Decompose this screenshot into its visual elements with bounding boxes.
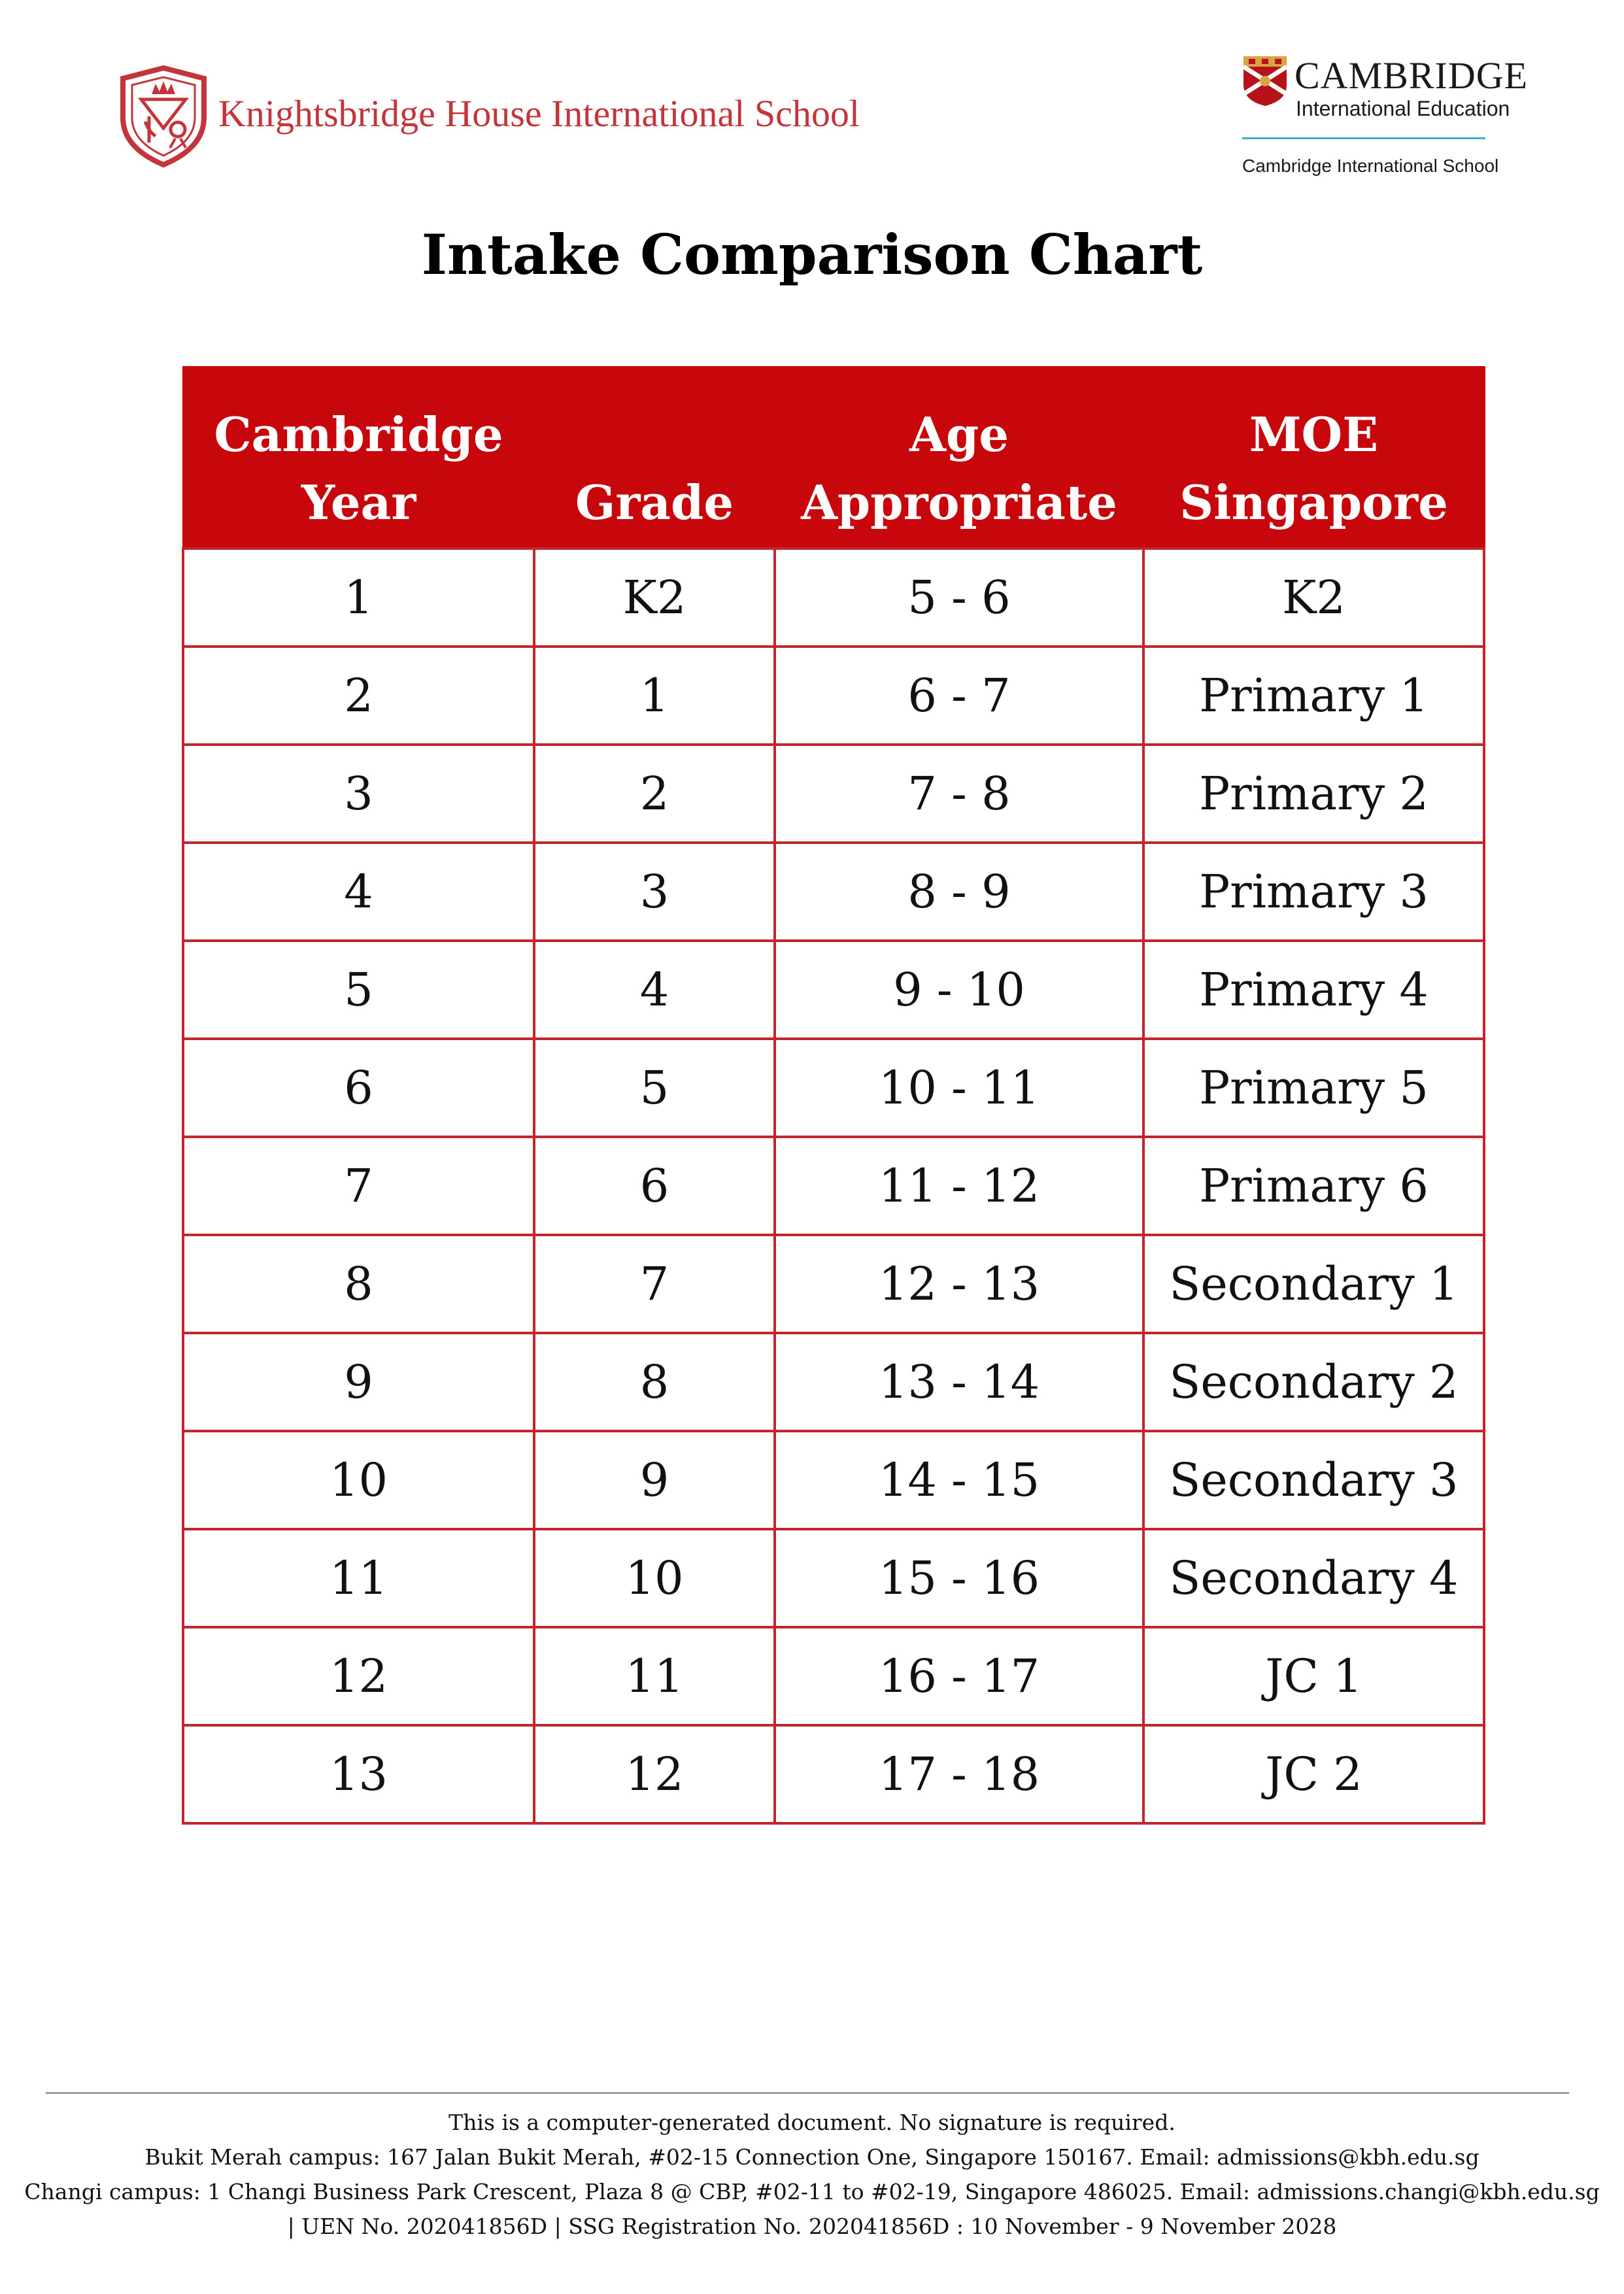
cell-age-range: 7 - 8 <box>775 745 1143 843</box>
cell-grade: K2 <box>534 548 775 647</box>
column-header-age-appropriate: Age Appropriate <box>775 367 1143 549</box>
cell-moe-level: Primary 4 <box>1143 941 1484 1039</box>
cell-age-range: 17 - 18 <box>775 1725 1143 1823</box>
cell-cambridge-year: 3 <box>183 745 534 843</box>
cell-grade: 10 <box>534 1529 775 1627</box>
cell-age-range: 5 - 6 <box>775 548 1143 647</box>
cell-cambridge-year: 6 <box>183 1039 534 1137</box>
table-row <box>183 1333 1484 1431</box>
cell-moe-level: Primary 3 <box>1143 843 1484 941</box>
cell-age-range: 16 - 17 <box>775 1627 1143 1725</box>
cambridge-subtitle: International Education <box>1296 97 1510 120</box>
column-header-moe-singapore: MOE Singapore <box>1143 367 1484 549</box>
table-header-row <box>183 367 1484 549</box>
cell-moe-level: Secondary 4 <box>1143 1529 1484 1627</box>
cell-grade: 6 <box>534 1137 775 1235</box>
cell-moe-level: Primary 6 <box>1143 1137 1484 1235</box>
footer-registration: | UEN No. 202041856D | SSG Registration No. 202041856D : 10 November - 9 November 2028 <box>287 2214 1337 2239</box>
table-row <box>183 1431 1484 1529</box>
cell-cambridge-year: 12 <box>183 1627 534 1725</box>
school-name: Knightsbridge House International School <box>218 92 860 135</box>
cell-age-range: 6 - 7 <box>775 647 1143 745</box>
footer-divider <box>46 2092 1569 2094</box>
cell-cambridge-year: 4 <box>183 843 534 941</box>
cell-grade: 1 <box>534 647 775 745</box>
cell-moe-level: JC 1 <box>1143 1627 1484 1725</box>
cell-cambridge-year: 9 <box>183 1333 534 1431</box>
cell-cambridge-year: 8 <box>183 1235 534 1333</box>
cell-age-range: 10 - 11 <box>775 1039 1143 1137</box>
column-header-grade: Grade <box>534 367 775 549</box>
cell-grade: 12 <box>534 1725 775 1823</box>
cell-cambridge-year: 1 <box>183 548 534 647</box>
cell-grade: 8 <box>534 1333 775 1431</box>
cell-moe-level: Primary 1 <box>1143 647 1484 745</box>
cell-moe-level: Primary 2 <box>1143 745 1484 843</box>
footer-notice: This is a computer-generated document. No signature is required. <box>448 2110 1176 2135</box>
cell-age-range: 13 - 14 <box>775 1333 1143 1431</box>
cambridge-school-label: Cambridge International School <box>1242 156 1499 176</box>
cell-grade: 2 <box>534 745 775 843</box>
cell-cambridge-year: 7 <box>183 1137 534 1235</box>
cambridge-divider <box>1242 137 1485 139</box>
cell-moe-level: JC 2 <box>1143 1725 1484 1823</box>
cell-moe-level: Secondary 3 <box>1143 1431 1484 1529</box>
footer <box>0 2105 1624 2244</box>
cambridge-name: CAMBRIDGE <box>1294 54 1529 97</box>
cell-grade: 3 <box>534 843 775 941</box>
table-body <box>183 548 1484 1823</box>
cell-grade: 9 <box>534 1431 775 1529</box>
table-row <box>183 1039 1484 1137</box>
cell-moe-level: K2 <box>1143 548 1484 647</box>
table-row <box>183 1627 1484 1725</box>
cell-age-range: 9 - 10 <box>775 941 1143 1039</box>
cell-age-range: 15 - 16 <box>775 1529 1143 1627</box>
page-title: Intake Comparison Chart <box>421 222 1203 287</box>
intake-comparison-table <box>182 366 1485 1825</box>
table-row <box>183 745 1484 843</box>
cell-cambridge-year: 2 <box>183 647 534 745</box>
table-row <box>183 1137 1484 1235</box>
table-row <box>183 647 1484 745</box>
cell-grade: 5 <box>534 1039 775 1137</box>
cell-grade: 7 <box>534 1235 775 1333</box>
cell-age-range: 14 - 15 <box>775 1431 1143 1529</box>
table-row <box>183 1725 1484 1823</box>
cell-age-range: 11 - 12 <box>775 1137 1143 1235</box>
cell-moe-level: Secondary 1 <box>1143 1235 1484 1333</box>
cell-moe-level: Primary 5 <box>1143 1039 1484 1137</box>
table-row <box>183 941 1484 1039</box>
table-row <box>183 843 1484 941</box>
cell-cambridge-year: 13 <box>183 1725 534 1823</box>
cell-cambridge-year: 10 <box>183 1431 534 1529</box>
cambridge-branding <box>1242 51 1530 182</box>
cell-cambridge-year: 5 <box>183 941 534 1039</box>
footer-bukit-merah-address: Bukit Merah campus: 167 Jalan Bukit Merah, #02-15 Connection One, Singapore 150167. Email: admissions@kbh.edu.sg <box>144 2144 1480 2170</box>
cell-grade: 11 <box>534 1627 775 1725</box>
cell-moe-level: Secondary 2 <box>1143 1333 1484 1431</box>
cell-age-range: 8 - 9 <box>775 843 1143 941</box>
table-row <box>183 1529 1484 1627</box>
column-header-cambridge-year: Cambridge Year <box>183 367 534 549</box>
table-row <box>183 548 1484 647</box>
cell-cambridge-year: 11 <box>183 1529 534 1627</box>
cell-age-range: 12 - 13 <box>775 1235 1143 1333</box>
shield-crown-icon <box>118 64 209 169</box>
table-row <box>183 1235 1484 1333</box>
cell-grade: 4 <box>534 941 775 1039</box>
cambridge-shield-icon <box>1242 55 1288 107</box>
footer-changi-address: Changi campus: 1 Changi Business Park Crescent, Plaza 8 @ CBP, #02-11 to #02-19, Singapore 486025. Email: admissions.changi@kbh.edu.sg <box>24 2179 1600 2204</box>
